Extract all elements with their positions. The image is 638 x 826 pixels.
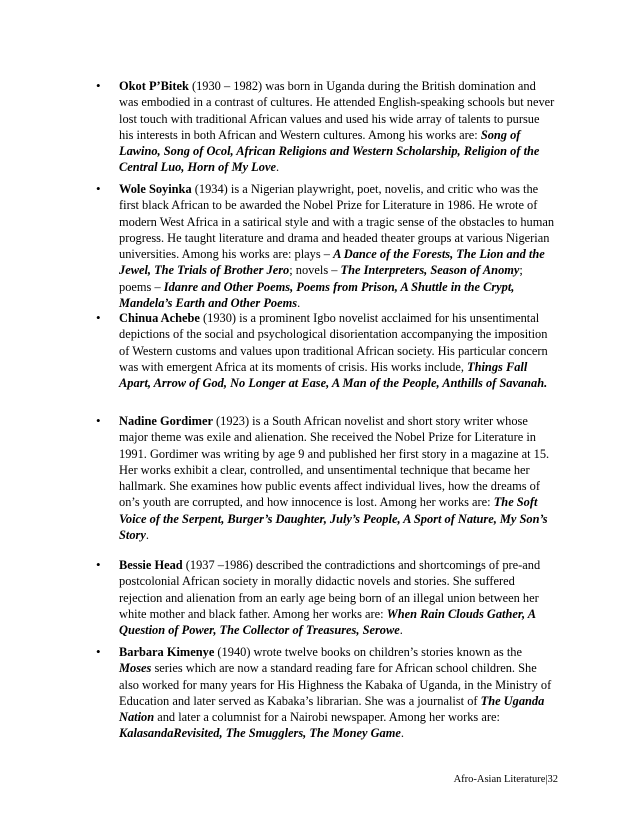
entry-text <box>119 644 556 742</box>
entry-tail: . <box>145 528 149 543</box>
works-list: Things Fall Apart, Arrow of God, No Longer at Ease, A Man of the People, Anthills of Savanah. <box>119 359 548 391</box>
works-list: When Rain Clouds Gather, A Question of Power, The Collector of Treasures, Serowe <box>119 606 536 638</box>
entry-body: (1930 – 1982) was born in Uganda during the British domination and was embodied in a contrast of cultures. He attended English-speaking schools but never lost touch with traditional African values and used his wide array of talents to pursue his interests in both African and Western cultures. Among his works are: <box>119 79 555 142</box>
author-name: Wole Soyinka <box>119 182 192 196</box>
bullet: • <box>96 413 101 428</box>
bullet: • <box>96 644 101 659</box>
author-name: Nadine Gordimer <box>119 414 213 428</box>
entry-tail: . <box>275 160 280 175</box>
entry-body: and later a columnist for a Nairobi newspaper. Among her works are: <box>154 710 500 725</box>
entry-body: series which are now a standard reading fare for African school children. She also worked for many years for His Highness the Kabaka of Uganda, in the Ministry of Education and later served as Kabaka’s librarian. She was a journalist of <box>119 661 552 708</box>
page-footer: Afro-Asian Literature|32 <box>453 774 558 785</box>
bullet: • <box>96 310 101 325</box>
entry-text <box>119 181 556 311</box>
works-list: Song of Lawino, Song of Ocol, African Religions and Western Scholarship, Religion of the Central Luo, Horn of My Love <box>119 127 540 175</box>
bullet: • <box>96 181 101 196</box>
entry-tail: . <box>400 726 404 741</box>
works-list: The Soft Voice of the Serpent, Burger’s Daughter, July’s People, A Sport of Nature, My Son’s Story <box>119 495 548 543</box>
entry-body: (1940) wrote twelve books on children’s stories known as the <box>214 645 522 659</box>
bullet: • <box>96 557 101 572</box>
entry-body: (1934) is a Nigerian playwright, poet, novelis, and critic who was the first black African to be awarded the Nobel Prize for Literature in 1986. He wrote of modern West Africa in a satirical style and with a tragic sense of the obstacles to human progress. He taught literature and drama and headed theater groups at various Nigerian universities. Among his works are: plays – <box>119 182 555 262</box>
author-name: Okot P’Bitek <box>119 79 189 93</box>
entry-body: ; poems – <box>119 263 523 294</box>
works-list: Moses <box>119 661 152 676</box>
entry-tail: . <box>399 623 403 638</box>
works-list: KalasandaRevisited, The Smugglers, The Money Game <box>119 726 401 741</box>
works-list: The Uganda Nation <box>119 693 545 725</box>
works-list: A Dance of the Forests, The Lion and the Jewel, The Trials of Brother Jero <box>119 247 545 278</box>
entry-text <box>119 78 556 176</box>
entry-nadine-gordimer <box>96 413 556 543</box>
entry-body: (1937 –1986) described the contradictions and shortcomings of pre-and postcolonial African society in morally didactic novels and stories. She suffered rejection and alienation from an early age being born of an illegal union between her white mother and black father. Among her works are: <box>119 558 541 621</box>
author-name: Bessie Head <box>119 558 183 572</box>
entry-body: (1923) is a South African novelist and short story writer whose major theme was exile and alienation. She received the Nobel Prize for Literature in 1991. Gordimer was writing by age 9 and published her first story in a magazine at 15. Her works exhibit a clear, controlled, and unsentimental technique that became her hallmark. She examines how public events affect individual lives, how the dreams of on’s youth are corrupted, and how innocence is lost. Among her works are: <box>119 414 550 510</box>
works-list: Idanre and Other Poems, Poems from Prison, A Shuttle in the Crypt, Mandela’s Earth and Other Poems <box>119 279 515 311</box>
entry-text <box>119 413 556 543</box>
author-name: Barbara Kimenye <box>119 645 215 659</box>
entry-text <box>119 557 556 638</box>
entry-bessie-head <box>96 557 556 638</box>
entry-okot-pbitek <box>96 78 556 176</box>
author-name: Chinua Achebe <box>119 311 200 325</box>
entry-tail: . <box>297 296 301 311</box>
entry-text <box>119 310 556 391</box>
entry-wole-soyinka <box>96 181 556 311</box>
bullet: • <box>96 78 101 93</box>
entry-barbara-kimenye <box>96 644 556 742</box>
entry-body: (1930) is a prominent Igbo novelist acclaimed for his unsentimental depictions of the social and psychological disorientation accompanying the imposition of Western customs and values upon traditional African society. His particular concern was with emergent Africa at its moments of crisis. His works include, <box>119 311 548 374</box>
entry-body: ; novels – <box>289 263 341 278</box>
works-list: The Interpreters, Season of Anomy <box>340 263 520 278</box>
entry-chinua-achebe <box>96 310 556 391</box>
